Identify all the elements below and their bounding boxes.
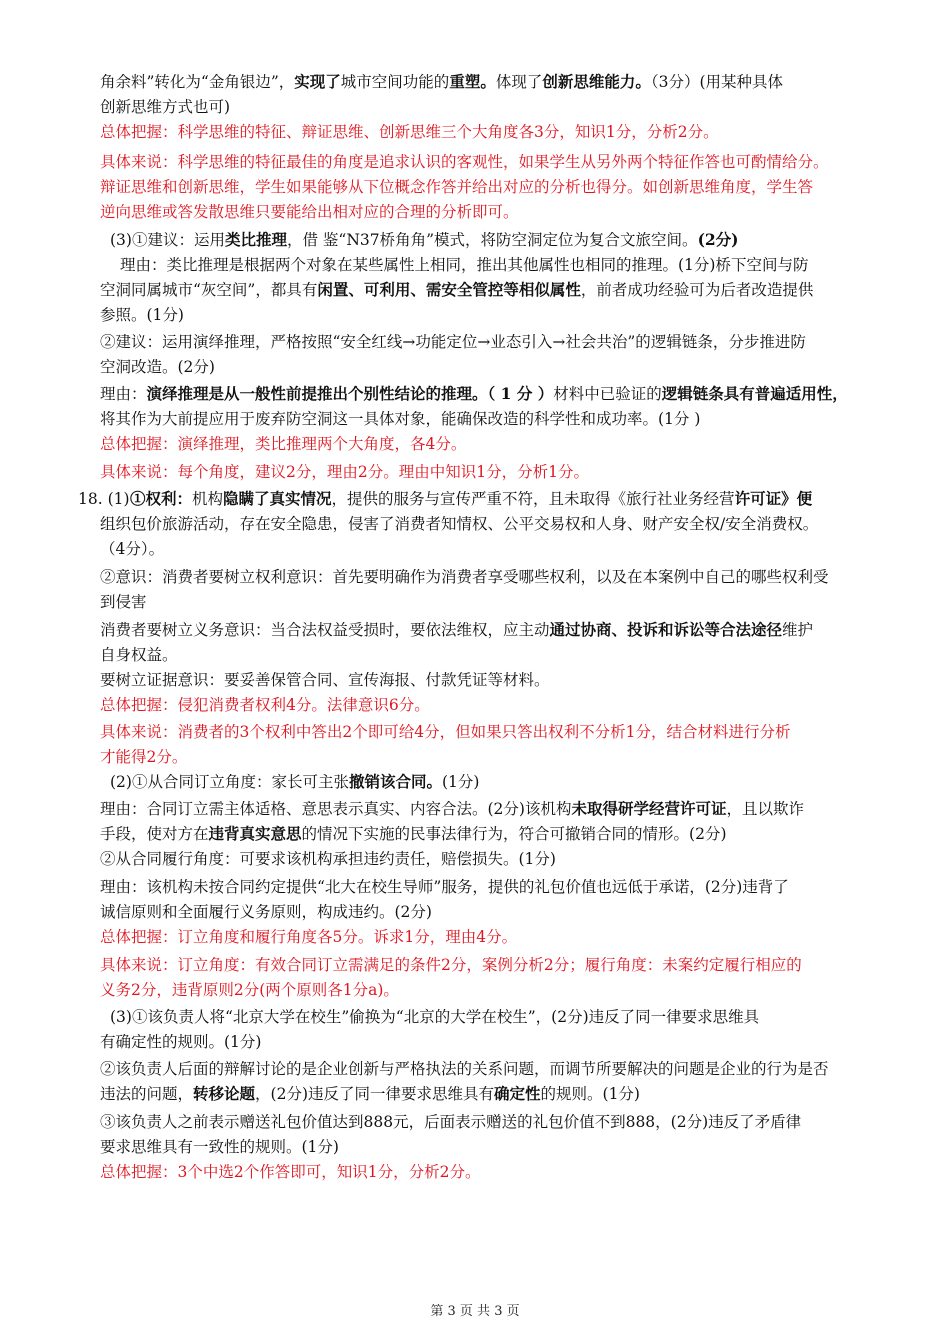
text-run: 总体把握：演绎推理，类比推理两个大角度，各4分。 bbox=[100, 435, 467, 453]
text-run: 空洞同属城市“灰空间”，都具有 bbox=[100, 281, 318, 299]
answer-line bbox=[100, 407, 880, 431]
text-run: 机构 bbox=[192, 490, 224, 508]
text-run: 材料中已验证的 bbox=[553, 385, 662, 403]
bold-text: 转移论题 bbox=[193, 1084, 256, 1103]
text-run: (3)①该负责人将“北京大学在校生”偷换为“北京的大学在校生”，(2分)违反了同一律要求思维具 bbox=[110, 1008, 760, 1026]
text-run: 诚信原则和全面履行义务原则，构成违约。(2分) bbox=[100, 903, 432, 921]
bold-text: 隐瞒了真实情况 bbox=[223, 489, 332, 508]
text-run: 义务2分，违背原则2分(两个原则各1分a)。 bbox=[100, 981, 399, 999]
text-run: 理由：合同订立需主体适格、意思表示真实、内容合法。(2分)该机构 bbox=[100, 800, 572, 818]
answer-line bbox=[100, 1110, 880, 1134]
text-run: 理由： bbox=[100, 385, 147, 403]
text-run: 到侵害 bbox=[100, 593, 147, 611]
text-run: 违法的问题， bbox=[100, 1085, 194, 1103]
scoring-note-line bbox=[100, 720, 880, 744]
answer-line bbox=[100, 382, 880, 406]
answer-line bbox=[100, 355, 880, 379]
scoring-note-line bbox=[100, 953, 880, 977]
scoring-note-line bbox=[100, 150, 880, 174]
text-run: ，且以欺诈 bbox=[726, 800, 804, 818]
text-run: ②该负责人后面的辩解讨论的是企业创新与严格执法的关系问题，而调节所要解决的问题是企业的行为是否 bbox=[100, 1060, 829, 1078]
text-run: 总体把握：科学思维的特征、辩证思维、创新思维三个大角度各3分，知识1分，分析2分。 bbox=[100, 123, 719, 141]
text-run: 自身权益。 bbox=[100, 646, 178, 664]
scoring-note-line bbox=[100, 925, 880, 949]
answer-line bbox=[100, 70, 880, 94]
answer-line bbox=[100, 537, 880, 561]
answer-line bbox=[100, 822, 880, 846]
text-run: 总体把握：订立角度和履行角度各5分。诉求1分，理由4分。 bbox=[100, 928, 518, 946]
bold-text: 违背真实意思 bbox=[208, 824, 302, 843]
text-run: ②意识：消费者要树立权利意识：首先要明确作为消费者享受哪些权利，以及在本案例中自己的哪些权利受 bbox=[100, 568, 829, 586]
text-run: 具体来说：消费者的3个权利中答出2个即可给4分，但如果只答出权利不分析1分，结合材料进行分析 bbox=[100, 723, 791, 741]
text-run: 才能得2分。 bbox=[100, 748, 188, 766]
bold-text: ①权利： bbox=[130, 489, 193, 508]
answer-line bbox=[100, 253, 880, 277]
text-run: 总体把握：侵犯消费者权利4分。法律意识6分。 bbox=[100, 696, 430, 714]
text-run: 城市空间功能的 bbox=[340, 73, 450, 91]
scoring-note-line bbox=[100, 460, 880, 484]
scoring-note-line bbox=[100, 1160, 880, 1184]
text-run: 要求思维具有一致性的规则。(1分) bbox=[100, 1138, 339, 1156]
scoring-note-line bbox=[100, 978, 880, 1002]
text-run: （3分）(用某种具体 bbox=[650, 73, 784, 91]
bold-text: 逻辑链条具有普遍适用性， bbox=[661, 384, 848, 403]
bold-text: 实现了 bbox=[294, 72, 341, 91]
text-run: ，(2分)违反了同一律要求思维具有 bbox=[255, 1085, 494, 1103]
text-run: 空洞改造。(2分) bbox=[100, 358, 215, 376]
text-run: 的规则。(1分) bbox=[540, 1085, 640, 1103]
text-run: 理由：类比推理是根据两个对象在某些属性上相同，推出其他属性也相同的推理。(1分)桥下空间与防 bbox=[120, 256, 809, 274]
scoring-note-line bbox=[100, 693, 880, 717]
text-run: (3)①建议：运用 bbox=[110, 231, 225, 249]
text-run: 有确定性的规则。(1分) bbox=[100, 1033, 262, 1051]
answer-line bbox=[100, 900, 880, 924]
answer-line bbox=[100, 668, 880, 692]
bold-text: 闲置、可利用、需安全管控等相似属性 bbox=[317, 280, 581, 299]
text-run: ②建议：运用演绎推理，严格按照“安全红线→功能定位→业态引入→社会共治”的逻辑链条，分步推进防 bbox=[100, 333, 806, 351]
bold-text: 撤销该合同。 bbox=[348, 772, 442, 791]
text-run: 角余料”转化为“金角银边”， bbox=[100, 73, 295, 91]
bold-text: 未取得研学经营许可证 bbox=[571, 799, 727, 818]
text-run: ②从合同履行角度：可要求该机构承担违约责任，赔偿损失。(1分) bbox=[100, 850, 556, 868]
answer-line bbox=[100, 1135, 880, 1159]
answer-line bbox=[100, 797, 880, 821]
bold-text: 重塑。 bbox=[449, 72, 496, 91]
bold-text: 通过协商、投诉和诉讼等合法途径 bbox=[549, 620, 783, 639]
scoring-note-line bbox=[100, 745, 880, 769]
scoring-note-line bbox=[100, 175, 880, 199]
text-run: 具体来说：科学思维的特征最佳的角度是追求认识的客观性，如果学生从另外两个特征作答也可酌情给分。 bbox=[100, 153, 829, 171]
text-run: ，提供的服务与宣传严重不符，且未取得《旅行社业务经营 bbox=[331, 490, 735, 508]
bold-text: 确定性 bbox=[494, 1084, 541, 1103]
scoring-note-line bbox=[100, 200, 880, 224]
text-run: ，前者成功经验可为后者改造提供 bbox=[580, 281, 814, 299]
bold-text: 许可证》便 bbox=[734, 489, 813, 508]
scoring-note-line bbox=[100, 120, 880, 144]
text-run: 消费者要树立义务意识：当合法权益受损时，要依法维权，应主动 bbox=[100, 621, 550, 639]
bold-text: 演绎推理是从一般性前提推出个别性结论的推理。（ 1 分 ） bbox=[146, 384, 554, 403]
text-run: 参照。(1分) bbox=[100, 306, 184, 324]
text-run: 将其作为大前提应用于废弃防空洞这一具体对象，能确保改造的科学性和成功率。(1分 ) bbox=[100, 410, 701, 428]
text-run: ，借 鉴“N37桥角角”模式，将防空洞定位为复合文旅空间。 bbox=[286, 231, 698, 249]
answer-line bbox=[100, 487, 880, 511]
bold-text: 创新思维能力。 bbox=[542, 72, 651, 91]
text-run: 体现了 bbox=[495, 73, 543, 91]
question-number: 18. (1) bbox=[78, 490, 130, 508]
answer-line bbox=[100, 590, 880, 614]
answer-line bbox=[100, 1005, 880, 1029]
answer-line bbox=[100, 95, 880, 119]
page-footer: 第 3 页 共 3 页 bbox=[430, 1304, 520, 1319]
text-run: 要树立证据意识：要妥善保管合同、宣传海报、付款凭证等材料。 bbox=[100, 671, 550, 689]
answer-line bbox=[100, 643, 880, 667]
text-run: 逆向思维或答发散思维只要能给出相对应的合理的分析即可。 bbox=[100, 203, 519, 221]
answer-line bbox=[100, 565, 880, 589]
answer-line bbox=[100, 770, 880, 794]
answer-line bbox=[100, 618, 880, 642]
bold-text: 类比推理 bbox=[224, 230, 287, 249]
text-run: 具体来说：每个角度，建议2分，理由2分。理由中知识1分，分析1分。 bbox=[100, 463, 589, 481]
text-run: （4分）。 bbox=[100, 540, 165, 558]
answer-line bbox=[100, 875, 880, 899]
answer-line bbox=[100, 1057, 880, 1081]
answer-line bbox=[100, 303, 880, 327]
text-run: 维护 bbox=[782, 621, 814, 639]
text-run: ③该负责人之前表示赠送礼包价值达到888元，后面表示赠送的礼包价值不到888，(2分)违反了矛盾律 bbox=[100, 1113, 802, 1131]
answer-line bbox=[100, 1030, 880, 1054]
answer-line bbox=[100, 330, 880, 354]
answer-line bbox=[100, 278, 880, 302]
text-run: 手段，使对方在 bbox=[100, 825, 209, 843]
bold-text: (2分) bbox=[697, 230, 739, 249]
text-run: 的情况下实施的民事法律行为，符合可撤销合同的情形。(2分) bbox=[301, 825, 727, 843]
text-run: 创新思维方式也可) bbox=[100, 98, 231, 116]
text-run: 组织包价旅游活动，存在安全隐患，侵害了消费者知情权、公平交易权和人身、财产安全权/安全消费权。 bbox=[100, 515, 819, 533]
answer-line bbox=[100, 847, 880, 871]
text-run: 辩证思维和创新思维，学生如果能够从下位概念作答并给出对应的分析也得分。如创新思维角度，学生答 bbox=[100, 178, 814, 196]
text-run: (1分) bbox=[441, 773, 480, 791]
answer-line bbox=[100, 1082, 880, 1106]
answer-line bbox=[100, 228, 880, 252]
text-run: 总体把握：3个中选2个作答即可，知识1分，分析2分。 bbox=[100, 1163, 481, 1181]
answer-line bbox=[100, 512, 880, 536]
text-run: 具体来说：订立角度：有效合同订立需满足的条件2分，案例分析2分；履行角度：未案约定履行相应的 bbox=[100, 956, 802, 974]
text-run: (2)①从合同订立角度：家长可主张 bbox=[110, 773, 349, 791]
text-run: 理由：该机构未按合同约定提供“北大在校生导师”服务，提供的礼包价值也远低于承诺，(2分)违背了 bbox=[100, 878, 789, 896]
scoring-note-line bbox=[100, 432, 880, 456]
